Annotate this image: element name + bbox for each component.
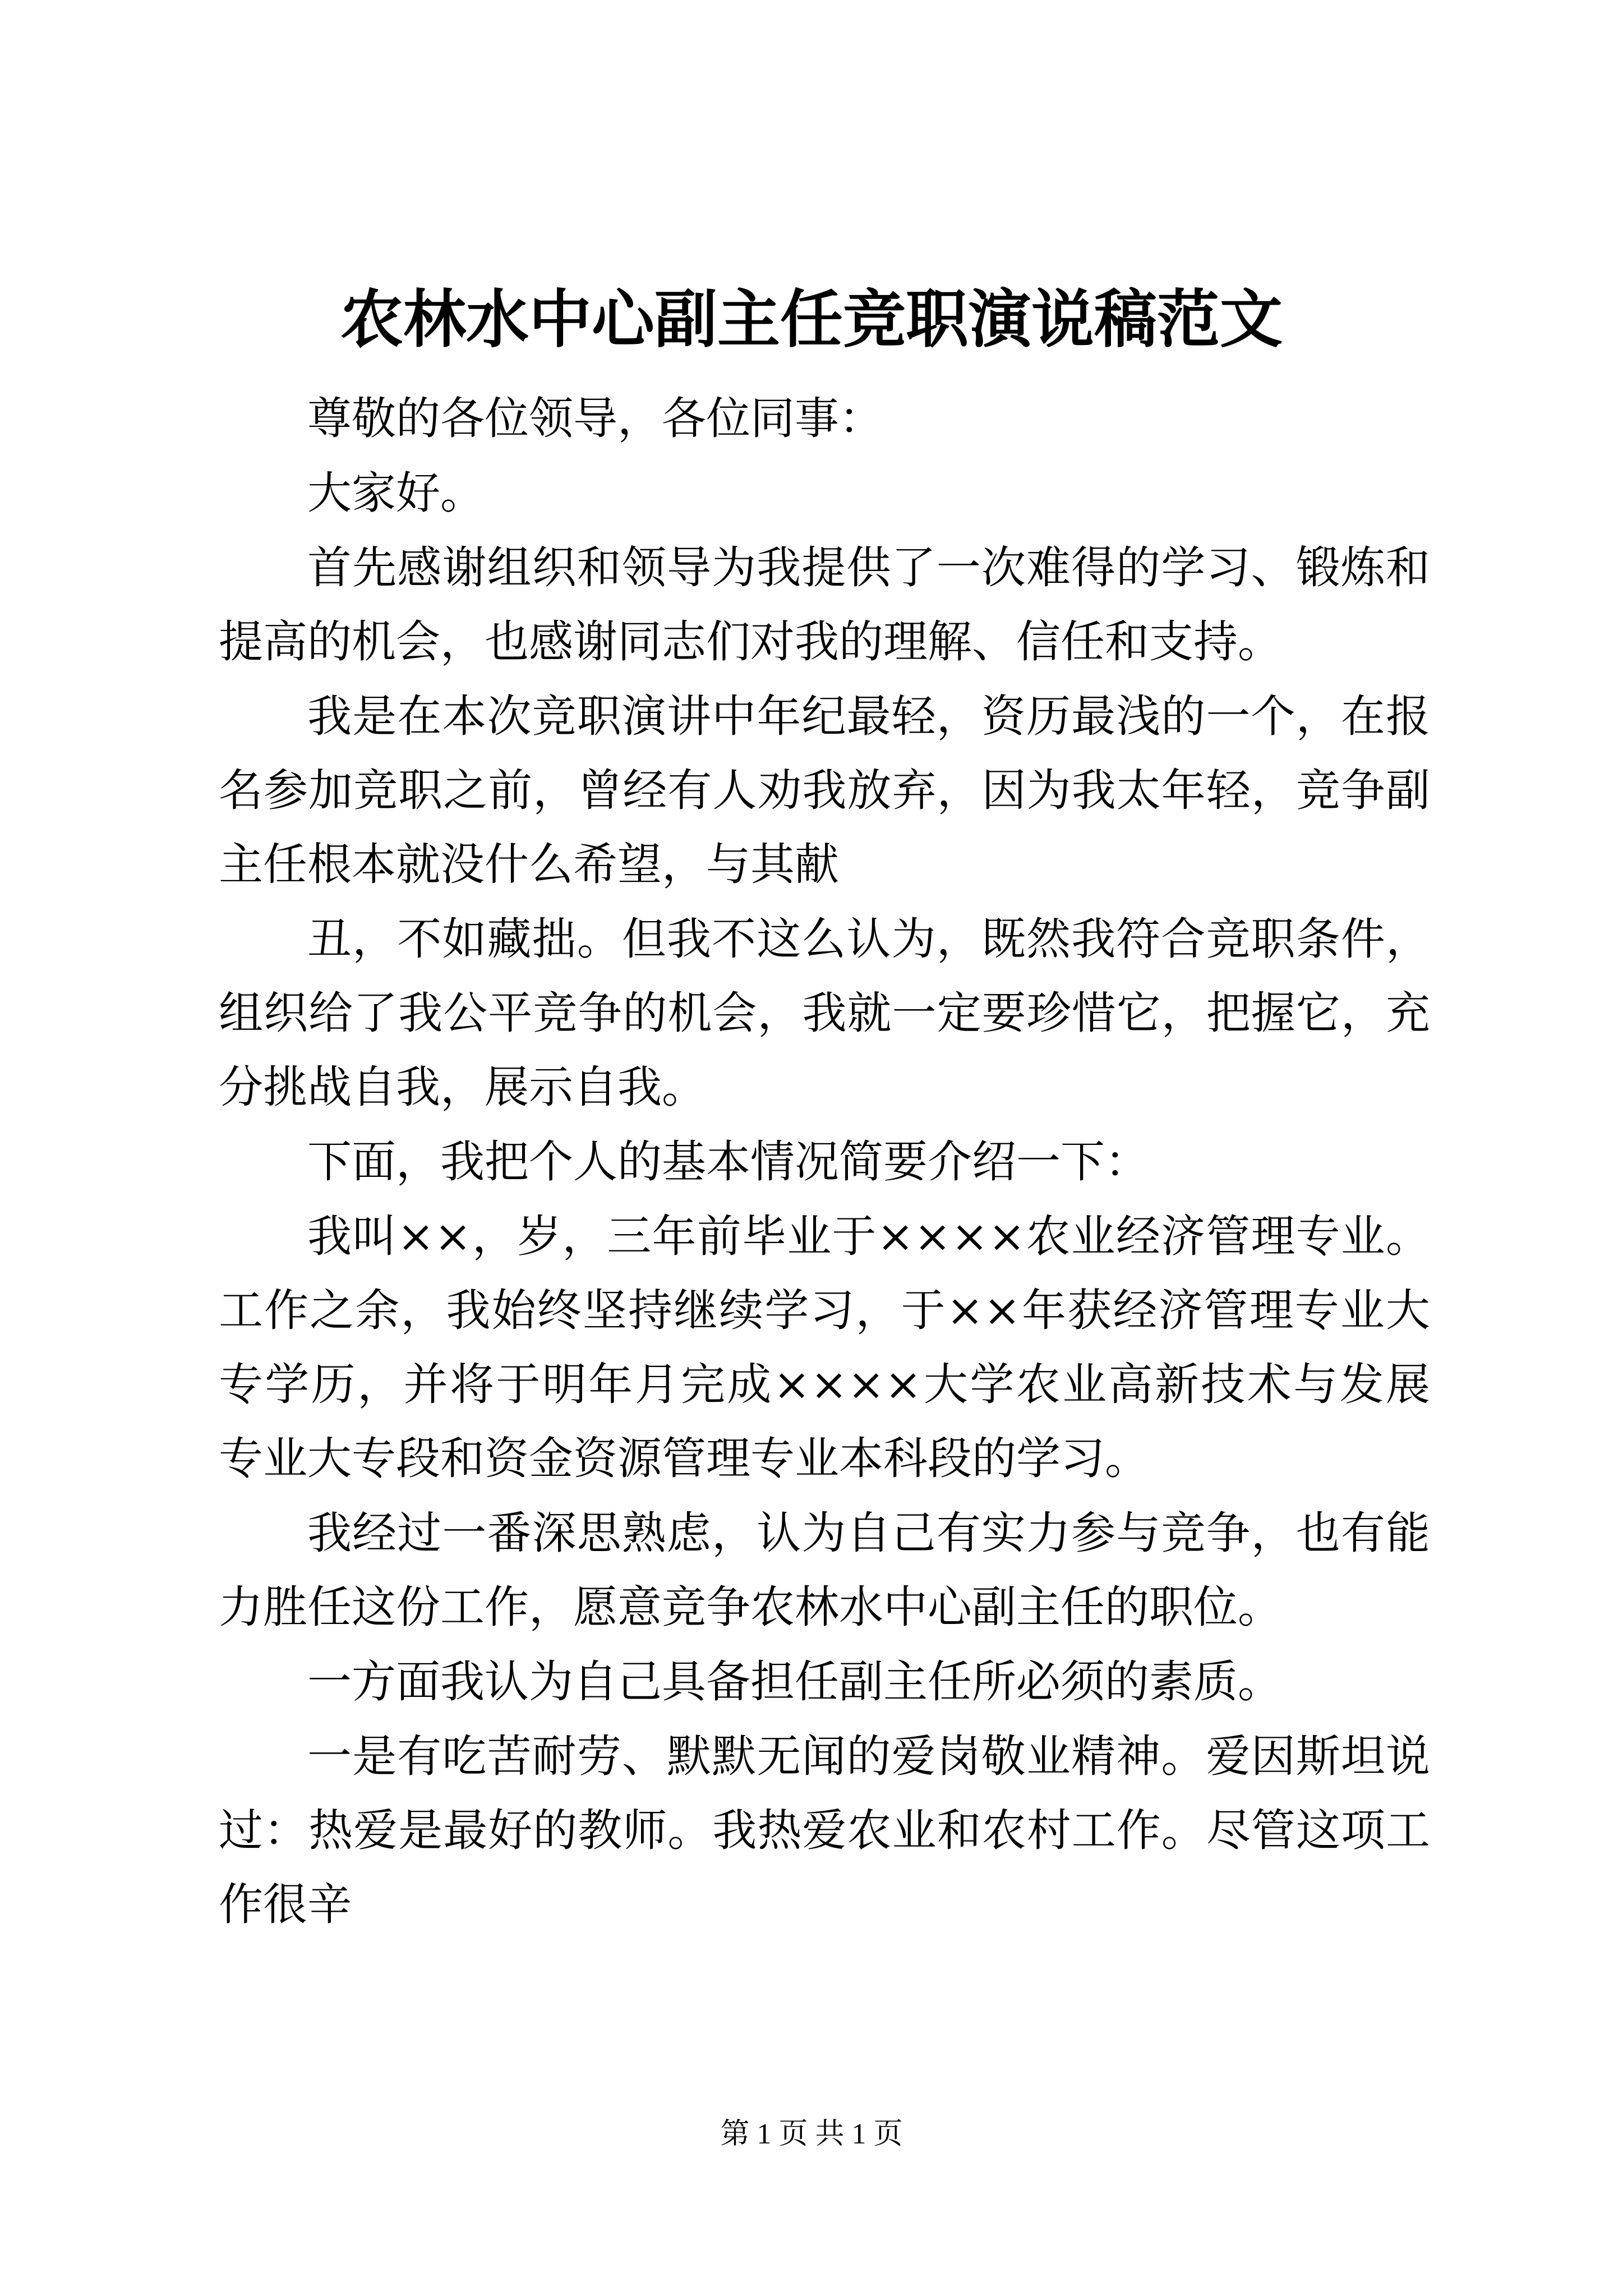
paragraph: 一方面我认为自己具备担任副主任所必须的素质。 — [307, 1656, 1282, 1708]
paragraph: 我是在本次竞职演讲中年纪最轻，资历最浅的一个，在报名参加竞职之前，曾经有人劝我放弃，因为我太年轻，竞争副主任根本就没什么希望，与其献 — [219, 691, 1430, 890]
paragraph: 我经过一番深思熟虑，认为自己有实力参与竞争，也有能力胜任这份工作，愿意竞争农林水中心副主任的职位。 — [219, 1507, 1430, 1633]
paragraph: 首先感谢组织和领导为我提供了一次难得的学习、锻炼和提高的机会，也感谢同志们对我的理解、信任和支持。 — [219, 542, 1430, 668]
paragraph: 我叫××，岁，三年前毕业于××××农业经济管理专业。工作之余，我始终坚持继续学习，于××年获经济管理专业大专学历，并将于明年月完成××××大学农业高新技术与发展专业大专段和资金资源管理专业本科段的学习。 — [219, 1211, 1430, 1484]
document-body — [219, 381, 1430, 1942]
paragraph: 下面，我把个人的基本情况简要介绍一下： — [307, 1136, 1149, 1188]
page-number-footer: 第 1 页 共 1 页 — [720, 2118, 903, 2150]
paragraph: 丑，不如藏拙。但我不这么认为，既然我符合竞职条件，组织给了我公平竞争的机会，我就一定要珍惜它，把握它，充分挑战自我，展示自我。 — [219, 913, 1430, 1113]
paragraph: 一是有吃苦耐劳、默默无闻的爱岗敬业精神。爱因斯坦说过：热爱是最好的教师。我热爱农业和农村工作。尽管这项工作很辛 — [219, 1731, 1430, 1930]
paragraph-salutation: 尊敬的各位领导，各位同事： — [307, 393, 883, 444]
paragraph-greeting: 大家好。 — [307, 467, 485, 519]
page-title: 农林水中心副主任竞职演说稿范文 — [340, 283, 1283, 356]
